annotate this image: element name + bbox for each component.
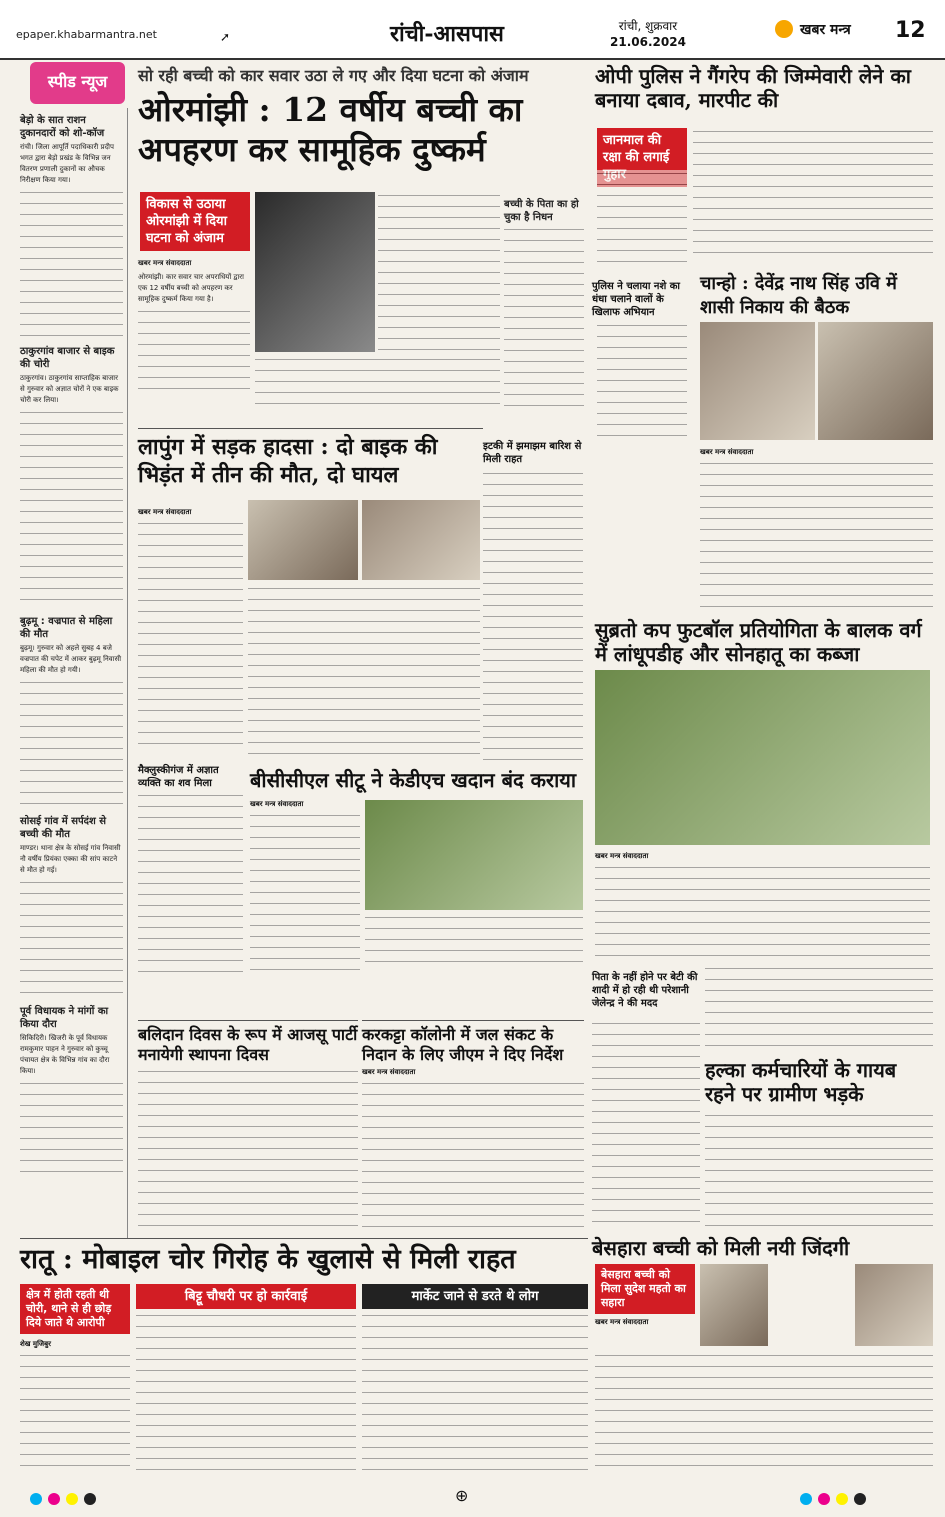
brief-body-lines <box>20 1080 123 1180</box>
bccl-photo <box>365 800 583 910</box>
chanho-photo <box>818 322 933 440</box>
lead-photo <box>255 192 375 352</box>
police-redbox: जानमाल की रक्षा की लगाई <box>597 128 687 187</box>
police-body-lines <box>597 170 687 270</box>
lead-body-lines <box>255 356 500 414</box>
lead-body <box>138 258 250 398</box>
accident-body-lines <box>248 585 480 755</box>
dateline <box>610 18 686 50</box>
mcluskiganj-headline: मैक्लुस्कीगंज में अज्ञात व्यक्ति का शव मिला <box>138 765 219 789</box>
brief-body-lines <box>20 409 123 609</box>
brief-title: ठाकुरगांव बाजार से बाइक की चोरी <box>20 346 115 370</box>
lead-body-lines <box>138 308 250 398</box>
brief-item <box>20 815 123 999</box>
brief-text: ठाकुरगांव। ठाकुरगांव साप्ताहिक बाजार से गुरुवार को अज्ञात चोरों ने एक बाइक चोरी कर लिया। <box>20 374 119 404</box>
brief-item <box>20 114 123 339</box>
accident-headline: लापुंग में सड़क हादसा : दो बाइक की भिड़ंत में तीन की मौत, दो घायल <box>138 428 483 489</box>
bccl-headline: बीसीसीएल सीटू ने केडीएच खदान बंद कराया <box>250 768 577 792</box>
page-number: 12 <box>895 18 926 43</box>
police-body-lines <box>597 322 687 442</box>
football-byline: खबर मन्त्र संवाददाता <box>595 852 649 860</box>
chanho-photo <box>700 322 815 440</box>
chanho-body-lines <box>700 460 933 610</box>
lead-body-lines <box>378 192 500 352</box>
police-subhead: पुलिस ने चलाया नशे का धंधा चलाने वालों के खिलाफ अभियान <box>592 281 681 318</box>
besahara-body-lines <box>595 1352 933 1472</box>
brief-item <box>20 615 123 809</box>
accident-photo <box>248 500 358 580</box>
father-body-lines <box>592 1020 700 1230</box>
football-headline: सुब्रतो कप फुटबॉल प्रतियोगिता के बालक वर्ग में लांधूपडीह और सोनहातू का कब्जा <box>595 618 922 666</box>
ratu-body-lines <box>20 1352 130 1472</box>
registration-marks-left <box>30 1490 102 1509</box>
brief-title: बेड़ो के सात राशन दुकानदारों को शो-कॉज <box>20 115 105 139</box>
father-body-lines <box>705 965 933 1055</box>
itki-body-lines <box>483 470 583 760</box>
lead-text: ओरमांझी। कार सवार चार अपराधियों द्वारा एक 12 वर्षीय बच्ची को अपहरण कर सामूहिक दुष्कर्म किया गया है। <box>138 273 244 303</box>
ratu-redbox: क्षेत्र में होती रहती थी चोरी, थाने से ही छोड़ दिये जाते थे आरोपी <box>20 1284 130 1334</box>
ratu-headline: रातू : मोबाइल चोर गिरोह के खुलासे से मिली राहत <box>20 1238 588 1277</box>
football-body-lines <box>595 864 930 959</box>
speed-news-logo: स्पीड न्यूज <box>30 62 125 104</box>
city-day: रांची, शुक्रवार <box>618 19 678 33</box>
karkatta-headline: करकट्टा कॉलोनी में जल संकट के निदान के लिए जीएम ने दिए निर्देश <box>362 1020 584 1065</box>
ratu-body-lines <box>362 1312 588 1472</box>
besahara-photo <box>855 1264 933 1346</box>
brief-text: माण्डर। थाना क्षेत्र के सोसई गांव निवासी नौ वर्षीय प्रियंका एक्का की सांप काटने से मौत हो गई। <box>20 844 121 874</box>
karkatta-byline: खबर मन्त्र संवाददाता <box>362 1068 416 1076</box>
ratu-subhead-1: बिट्टू चौधरी पर हो कार्रवाई <box>136 1284 356 1309</box>
registration-marks-right <box>800 1490 872 1509</box>
police-headline: ओपी पुलिस ने गैंगरेप की जिम्मेवारी लेने का बनाया दबाव, मारपीट की <box>595 64 911 112</box>
cursor-icon: ➚ <box>220 30 231 44</box>
bccl-byline: खबर मन्त्र संवाददाता <box>250 800 304 808</box>
besahara-headline: बेसहारा बच्ची को मिली नयी जिंदगी <box>592 1236 850 1260</box>
mcluskiganj-body-lines <box>138 792 243 972</box>
police-body-lines <box>693 128 933 263</box>
bccl-body-lines <box>365 914 583 972</box>
father-headline: पिता के नहीं होने पर बेटी की शादी में हो रही थी परेशानी जेलेन्द्र ने की मदद <box>592 972 698 1009</box>
ratu-subhead-2: मार्केट जाने से डरते थे लोग <box>362 1284 588 1309</box>
balidan-body-lines <box>138 1068 358 1228</box>
besahara-photo <box>700 1264 768 1346</box>
section-title: रांची-आसपास <box>390 21 504 47</box>
ratu-body-lines <box>136 1312 356 1472</box>
balidan-headline: बलिदान दिवस के रूप में आजसू पार्टी मनायेगी स्थापना दिवस <box>138 1020 358 1065</box>
accident-body-lines <box>138 520 243 750</box>
lead-redbox: विकास से उठाया ओरमांझी में दिया घटना को अंजाम <box>140 192 250 251</box>
halka-headline: हल्का कर्मचारियों के गायब रहने पर ग्रामीण भड़के <box>705 1058 897 1106</box>
brief-title: बुढ़मू : वज्रपात से महिला की मौत <box>20 616 113 640</box>
halka-body-lines <box>705 1112 933 1230</box>
lead-side <box>504 192 584 416</box>
brief-title: सोसई गांव में सर्पदंश से बच्ची की मौत <box>20 816 107 840</box>
date: 21.06.2024 <box>610 35 686 49</box>
briefs-column <box>20 108 128 1238</box>
ratu-byline: शेख मुजिबुर <box>20 1340 51 1348</box>
bccl-body-lines <box>250 812 360 972</box>
chanho-headline: चान्हो : देवेंद्र नाथ सिंह उवि में शासी निकाय की बैठक <box>700 273 897 318</box>
brand-name: खबर मन्त्र <box>800 22 851 38</box>
brief-item <box>20 345 123 609</box>
brief-item <box>20 1005 123 1180</box>
accident-photo <box>362 500 480 580</box>
brand-logo-icon <box>775 20 793 38</box>
brief-text: सिकिदिरी। खिजरी के पूर्व विधायक रामकुमार पाहन ने गुरुवार को कुच्चू पंचायत क्षेत्र के विभिन्न गांव का दौरा किया। <box>20 1034 110 1075</box>
crosshair-icon: ⊕ <box>455 1486 469 1505</box>
besahara-byline: खबर मन्त्र संवाददाता <box>595 1318 649 1326</box>
brief-text: बुढ़मू। गुरुवार को अहले सुबह 4 बजे वज्रपात की चपेट में आकर बुढ़मू निवासी महिला की मौत हो गयी। <box>20 644 122 674</box>
karkatta-body-lines <box>362 1080 584 1230</box>
brief-title: पूर्व विधायक ने मांगों का किया दौरा <box>20 1006 109 1030</box>
itki-headline: इटकी में झमाझम बारिश से मिली राहत <box>483 441 582 465</box>
epaper-url[interactable]: epaper.khabarmantra.net <box>16 28 157 41</box>
lead-byline: खबर मन्त्र संवाददाता <box>138 259 192 267</box>
accident-byline: खबर मन्त्र संवाददाता <box>138 508 192 516</box>
lead-side-lines <box>504 226 584 416</box>
lead-kicker: सो रही बच्ची को कार सवार उठा ले गए और दिया घटना को अंजाम <box>138 66 529 85</box>
brief-body-lines <box>20 679 123 809</box>
chanho-byline: खबर मन्त्र संवाददाता <box>700 448 754 456</box>
football-photo <box>595 670 930 845</box>
lead-headline: ओरमांझी : 12 वर्षीय बच्ची का अपहरण कर सामूहिक दुष्कर्म <box>138 90 523 169</box>
brief-text: रांची। जिला आपूर्ति पदाधिकारी प्रदीप भगत द्वारा बेड़ो प्रखंड के विभिन्न जन वितरण प्रणाली दुकानों का औचक निरीक्षण किया गया। <box>20 143 114 184</box>
besahara-redbox: बेसहारा बच्ची को मिला सुदेश महतो का सहारा <box>595 1264 695 1314</box>
brief-body-lines <box>20 879 123 999</box>
brief-body-lines <box>20 189 123 339</box>
lead-side-head: बच्ची के पिता का हो चुका है निधन <box>504 199 579 223</box>
